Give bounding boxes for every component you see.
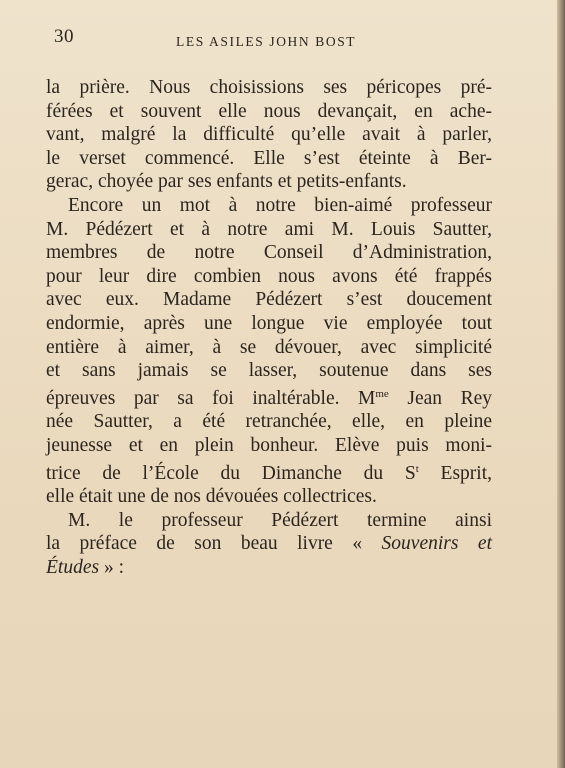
text-line: elle était une de nos dévouées collectrices. [46,486,377,508]
text-line: vant, malgré la difficulté qu’elle avait à parler, [46,124,492,146]
book-title-italic: Études [46,556,100,578]
text-line: M. le professeur Pédézert termine ainsi [68,509,492,531]
page-edge-shadow [557,0,565,768]
text-line: jeunesse et en plein bonheur. Elève puis moni- [46,434,492,456]
text-line: membres de notre Conseil d’Administration, [46,242,492,264]
line-segment: Jean Rey [388,387,492,409]
text-line: férées et souvent elle nous devançait, en ache- [46,100,492,122]
line-segment: trice de l’École du Dimanche du S [46,462,416,484]
text-line [46,532,492,556]
superscript-abbrev: me [375,387,389,400]
text-line: le verset commencé. Elle s’est éteinte à Ber- [46,147,492,169]
line-segment: » : [99,556,124,578]
text-line [46,556,492,580]
text-line: née Sautter, a été retranchée, elle, en pleine [46,411,492,433]
line-segment: Esprit, [418,462,492,484]
superscript-abbrev: t [415,462,419,475]
line-segment: la préface de son beau livre « [46,533,382,555]
text-line: entière à aimer, à se dévouer, avec simplicité [46,336,492,358]
text-line [46,458,492,486]
text-line: la prière. Nous choisissions ses péricopes pré- [46,77,492,98]
text-line: avec eux. Madame Pédézert s’est doucement [46,289,492,311]
text-line: gerac, choyée par ses enfants et petits-enfants. [46,171,407,193]
text-line: et sans jamais se lasser, soutenue dans ses [46,360,492,382]
body-text [46,76,492,579]
text-line: M. Pédézert et à notre ami M. Louis Sautter, [46,218,492,240]
running-title: LES ASILES JOHN BOST [176,34,357,49]
text-line [46,383,492,411]
book-title-italic: Souvenirs et [381,533,492,555]
page-number: 30 [54,26,74,47]
text-line: pour leur dire combien nous avons été frappés [46,265,492,287]
line-segment: épreuves par sa foi inaltérable. M [46,387,376,409]
text-line: endormie, après une longue vie employée tout [46,312,492,334]
text-line: Encore un mot à notre bien-aimé professeur [68,194,492,216]
